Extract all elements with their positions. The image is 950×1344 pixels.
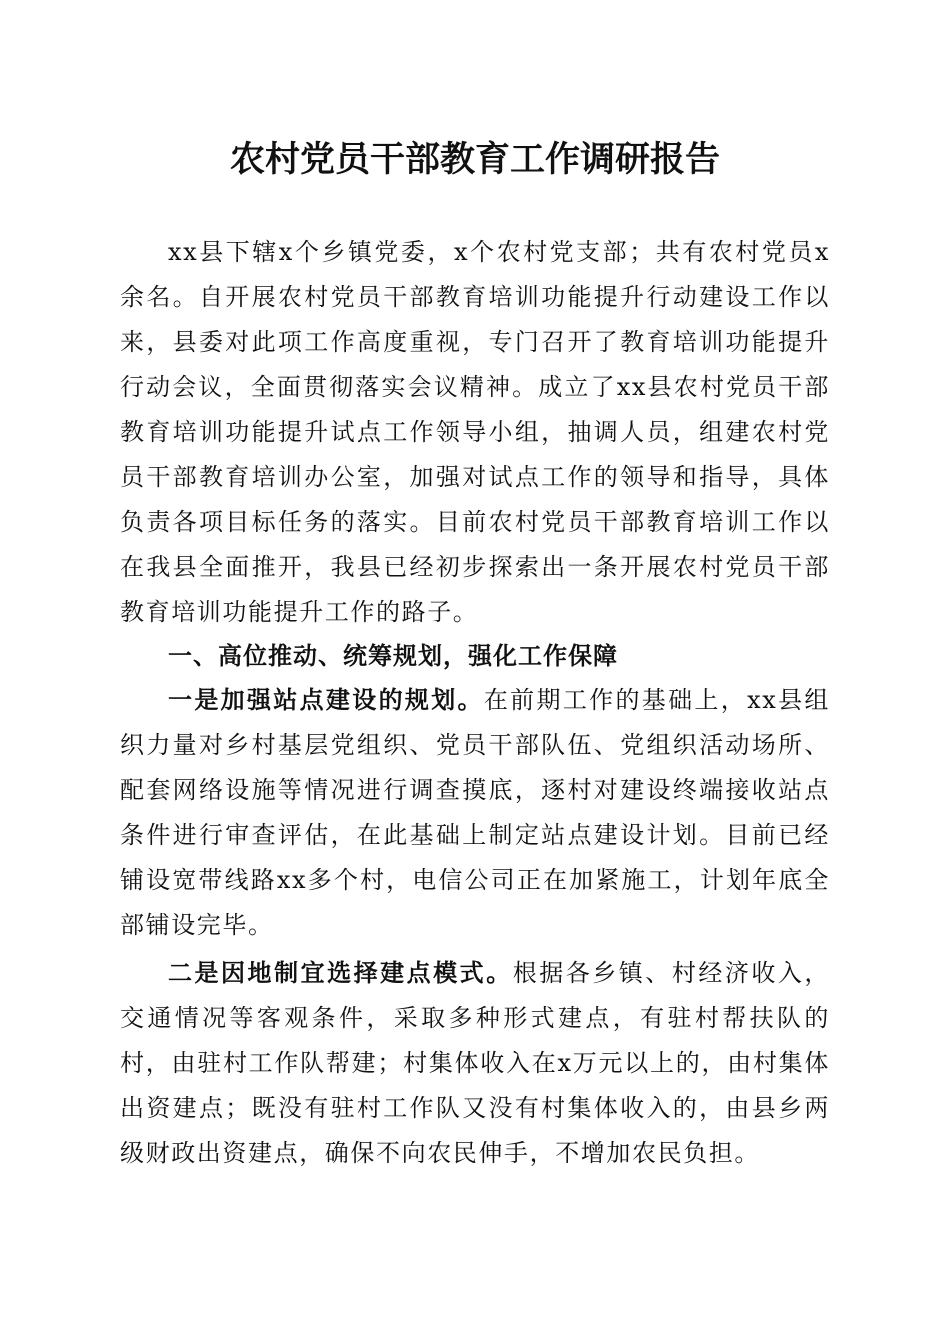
paragraph-site-model <box>120 950 830 1176</box>
paragraph-lead: 一是加强站点建设的规划。 <box>168 685 484 714</box>
document-title: 农村党员干部教育工作调研报告 <box>229 139 720 180</box>
section-heading-1: 一、高位推动、统筹规划，强化工作保障 <box>168 642 618 670</box>
paragraph-lead: 二是因地制宜选择建点模式。 <box>168 958 513 987</box>
intro-paragraph: xx县下辖x个乡镇党委，x个农村党支部；共有农村党员x余名。自开展农村党员干部教育培训功能提升行动建设工作以来，县委对此项工作高度重视，专门召开了教育培训功能提升行动会议，全面贯彻落实会议精神。成立了xx县农村党员干部教育培训功能提升试点工作领导小组，抽调人员，组建农村党员干部教育培训办公室，加强对试点工作的领导和指导，具体负责各项目标任务的落实。目前农村党员干部教育培训工作以在我县全面推开，我县已经初步探索出一条开展农村党员干部教育培训功能提升工作的路子。 <box>120 238 830 626</box>
paragraph-body: 在前期工作的基础上，xx县组织力量对乡村基层党组织、党员干部队伍、党组织活动场所、配套网络设施等情况进行调查摸底，逐村对建设终端接收站点条件进行审查评估，在此基础上制定站点建设计划。目前已经铺设宽带线路xx多个村，电信公司正在加紧施工，计划年底全部铺设完毕。 <box>120 686 830 939</box>
paragraph-body: 根据各乡镇、村经济收入，交通情况等客观条件，采取多种形式建点，有驻村帮扶队的村，由驻村工作队帮建；村集体收入在x万元以上的，由村集体出资建点；既没有驻村工作队又没有村集体收入的，由县乡两级财政出资建点，确保不向农民伸手，不增加农民负担。 <box>120 959 830 1167</box>
paragraph-site-planning <box>120 677 830 948</box>
